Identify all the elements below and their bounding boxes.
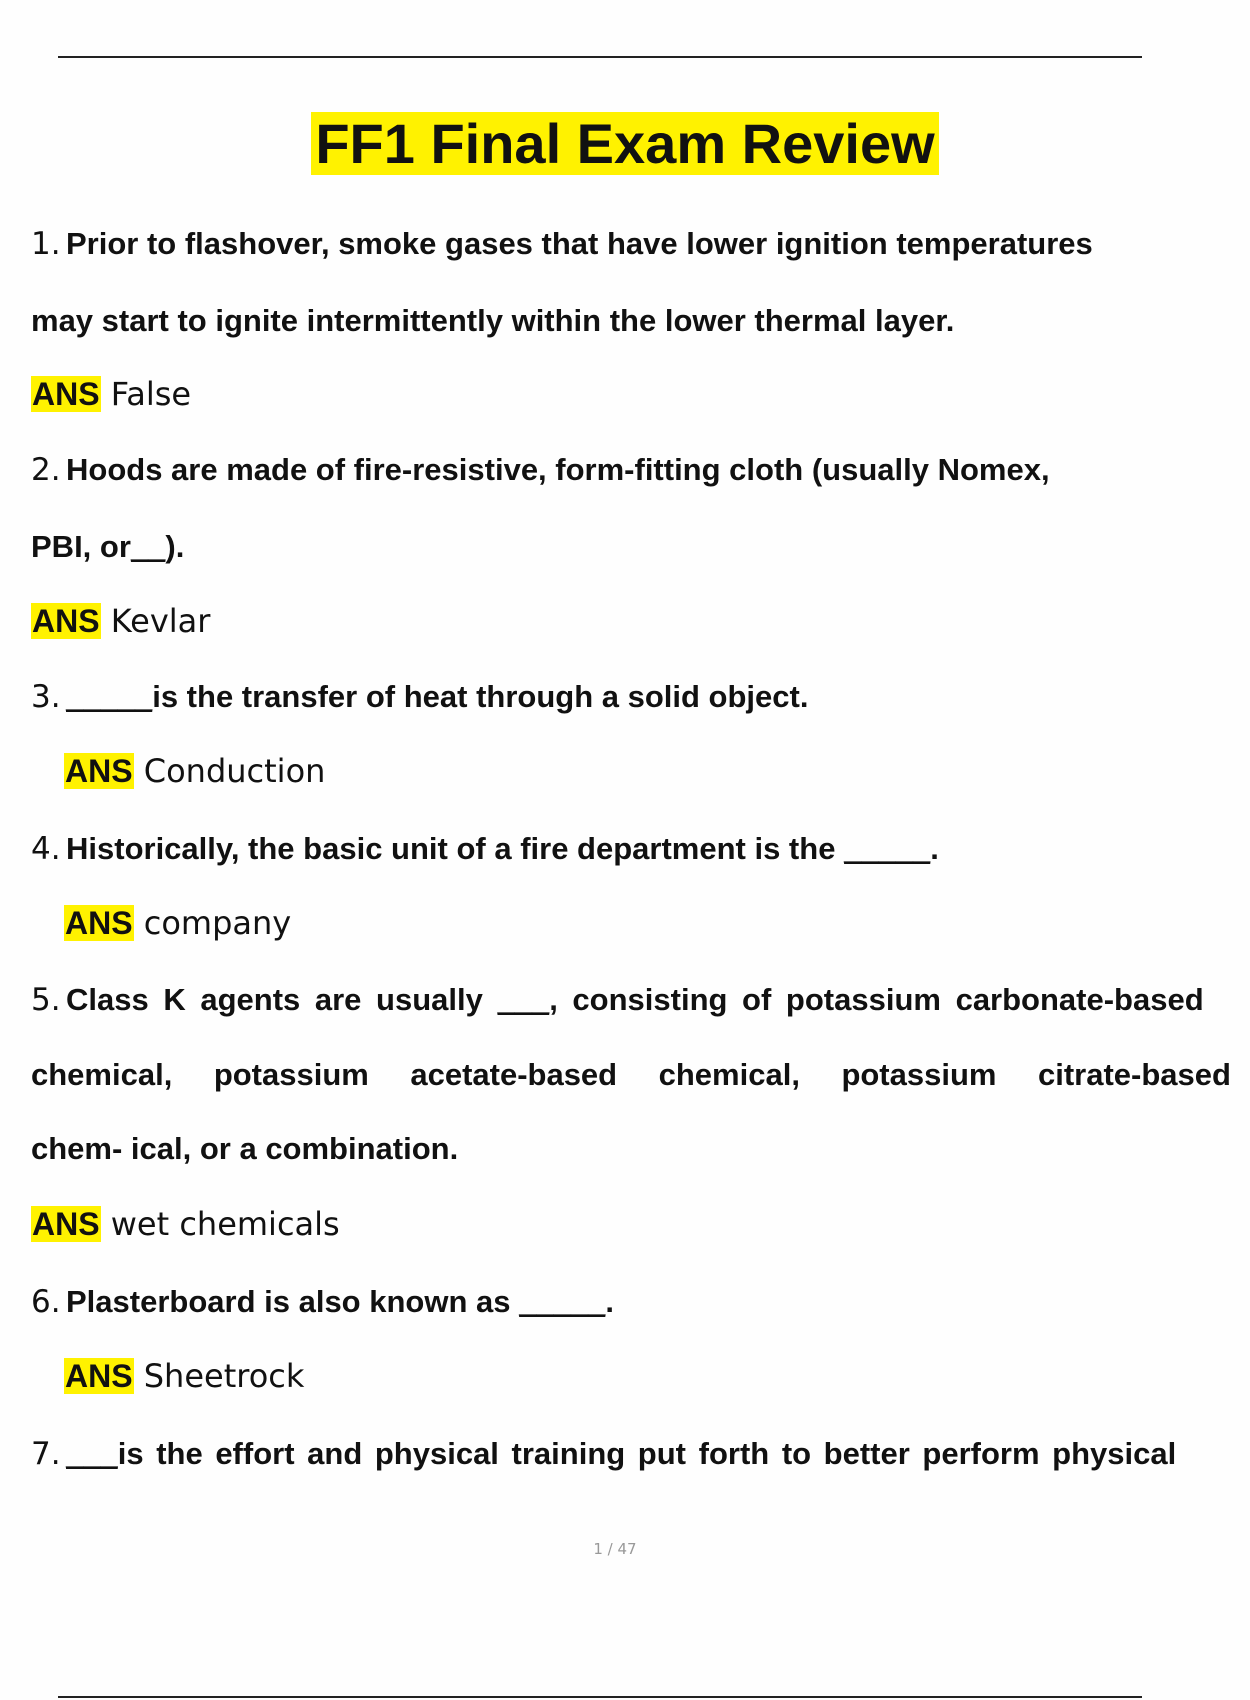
answer-text: Sheetrock xyxy=(143,1357,305,1395)
answer-text: False xyxy=(110,375,192,413)
page-title: FF1 Final Exam Review xyxy=(0,112,1250,176)
question-word: acetate-based xyxy=(410,1057,618,1092)
question-text: Class K agents are usually xyxy=(66,982,498,1017)
question-3 xyxy=(31,679,1200,715)
top-rule xyxy=(58,56,1142,58)
question-number: 3. xyxy=(31,679,61,715)
answer-tag: ANS xyxy=(32,376,100,412)
answer-text: Kevlar xyxy=(110,602,211,640)
question-1-cont: may start to ignite intermittently within the lower thermal layer. xyxy=(31,303,955,338)
answer-1 xyxy=(31,375,191,413)
answer-blank: _____ xyxy=(519,1284,606,1319)
answer-5 xyxy=(31,1205,340,1243)
question-6 xyxy=(31,1284,1200,1320)
question-7 xyxy=(31,1436,1200,1472)
question-word: potassium xyxy=(841,1057,997,1092)
question-number: 2. xyxy=(31,452,61,488)
question-text: PBI, or xyxy=(31,529,131,564)
answer-tag: ANS xyxy=(65,753,133,789)
answer-tag: ANS xyxy=(32,1206,100,1242)
question-2-cont xyxy=(31,529,184,565)
question-number: 6. xyxy=(31,1284,61,1320)
question-1 xyxy=(31,226,1200,262)
answer-4 xyxy=(64,904,291,942)
answer-blank: ___ xyxy=(497,982,550,1017)
question-text: is the effort and physical training put forth to better perform physical xyxy=(117,1436,1177,1471)
question-text: Historically, the basic unit of a fire department is the xyxy=(66,831,845,866)
answer-tag: ANS xyxy=(65,905,133,941)
answer-blank: ___ xyxy=(66,1436,118,1471)
question-number: 7. xyxy=(31,1436,61,1472)
question-word: chemical, xyxy=(658,1057,800,1092)
question-text: . xyxy=(930,831,939,866)
answer-blank: __ xyxy=(130,529,166,564)
question-2 xyxy=(31,452,1200,488)
question-text: is the transfer of heat through a solid object. xyxy=(152,679,809,714)
question-4 xyxy=(31,831,1200,867)
answer-text: wet chemicals xyxy=(110,1205,340,1243)
question-text: Hoods are made of fire-resistive, form-fitting cloth (usually Nomex, xyxy=(66,452,1050,487)
question-text: ). xyxy=(165,529,185,564)
question-text: Prior to flashover, smoke gases that have lower ignition temperatures xyxy=(66,226,1093,261)
answer-text: Conduction xyxy=(143,752,326,790)
answer-text: company xyxy=(143,904,292,942)
answer-tag: ANS xyxy=(65,1358,133,1394)
question-5 xyxy=(31,982,1204,1018)
question-text: Plasterboard is also known as xyxy=(66,1284,520,1319)
question-text: , consisting of potassium carbonate-based xyxy=(549,982,1204,1017)
answer-tag: ANS xyxy=(32,603,100,639)
answer-6 xyxy=(64,1357,304,1395)
question-word: citrate-based xyxy=(1037,1057,1231,1092)
question-number: 4. xyxy=(31,831,61,867)
bottom-rule xyxy=(58,1696,1142,1698)
question-5-cont xyxy=(31,1057,1231,1093)
answer-3 xyxy=(64,752,325,790)
answer-blank: _____ xyxy=(66,679,153,714)
question-word: potassium xyxy=(213,1057,369,1092)
question-word: chemical, xyxy=(31,1057,173,1092)
question-number: 5. xyxy=(31,982,61,1018)
question-number: 1. xyxy=(31,226,61,262)
page-indicator: 1 / 47 xyxy=(593,1540,637,1558)
answer-2 xyxy=(31,602,210,640)
answer-blank: _____ xyxy=(844,831,931,866)
question-text: . xyxy=(605,1284,614,1319)
question-5-cont2: chem- ical, or a combination. xyxy=(31,1131,459,1166)
